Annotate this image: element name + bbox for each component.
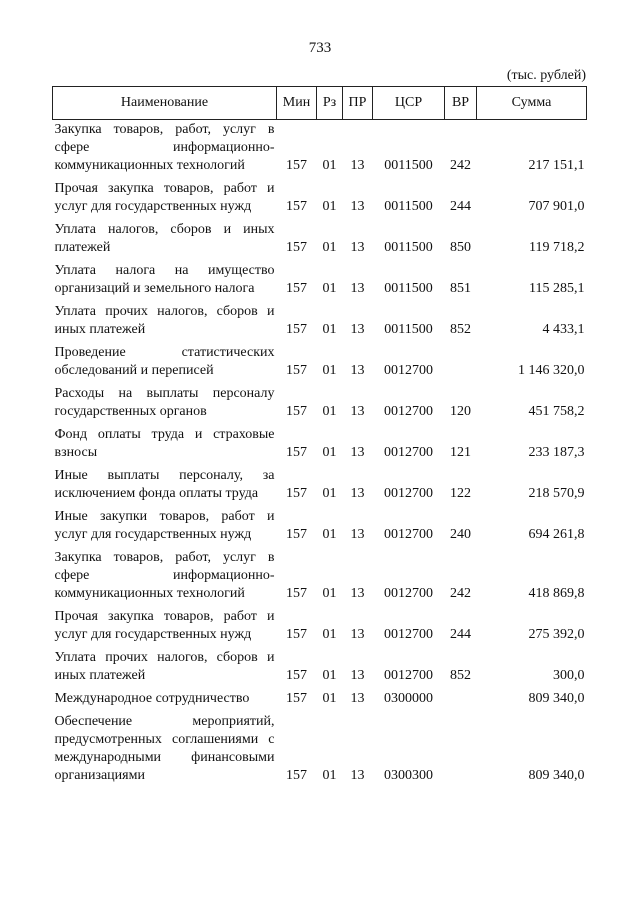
cell-sum: 218 570,9 <box>528 486 585 501</box>
cell-name: Уплата прочих налогов, сборов и иных платежей <box>54 304 275 337</box>
cell-name: Закупка товаров, работ, услуг в сфере информационно-коммуникационных технологий <box>54 550 275 601</box>
cell-csr: 0012700 <box>384 404 433 419</box>
cell-name: Прочая закупка товаров, работ и услуг для государственных нужд <box>54 609 275 642</box>
cell-vr: 244 <box>450 199 471 214</box>
table-row <box>53 607 587 648</box>
cell-pr: 13 <box>350 404 365 419</box>
cell-rz: 01 <box>322 668 337 683</box>
cell-pr: 13 <box>350 240 365 255</box>
cell-name: Уплата прочих налогов, сборов и иных платежей <box>54 650 275 683</box>
table-row <box>53 466 587 507</box>
cell-sum: 809 340,0 <box>528 691 585 706</box>
cell-name: Проведение статистических обследований и переписей <box>54 345 275 378</box>
cell-csr: 0011500 <box>384 281 433 296</box>
cell-pr: 13 <box>350 486 365 501</box>
cell-pr: 13 <box>350 691 365 706</box>
cell-name: Закупка товаров, работ, услуг в сфере информационно-коммуникационных технологий <box>54 122 275 173</box>
cell-sum: 451 758,2 <box>528 404 585 419</box>
header-rz: Рз <box>317 87 343 120</box>
cell-name: Уплата налогов, сборов и иных платежей <box>54 222 275 255</box>
cell-sum: 217 151,1 <box>528 158 585 173</box>
cell-min: 157 <box>286 322 307 337</box>
table-row <box>53 179 587 220</box>
cell-min: 157 <box>286 691 307 706</box>
cell-csr: 0011500 <box>384 322 433 337</box>
cell-vr <box>445 689 477 712</box>
cell-pr: 13 <box>350 445 365 460</box>
cell-pr: 13 <box>350 527 365 542</box>
cell-pr: 13 <box>350 363 365 378</box>
table-row <box>53 507 587 548</box>
cell-vr <box>445 343 477 384</box>
table-body <box>53 120 587 790</box>
table-row <box>53 220 587 261</box>
cell-vr: 120 <box>450 404 471 419</box>
cell-csr: 0300000 <box>384 691 433 706</box>
cell-pr: 13 <box>350 199 365 214</box>
cell-rz: 01 <box>322 363 337 378</box>
cell-rz: 01 <box>322 322 337 337</box>
cell-name: Фонд оплаты труда и страховые взносы <box>54 427 275 460</box>
cell-rz: 01 <box>322 281 337 296</box>
units-note: (тыс. рублей) <box>506 68 586 83</box>
cell-vr: 852 <box>450 668 471 683</box>
cell-sum: 300,0 <box>553 668 585 683</box>
budget-table <box>52 86 587 789</box>
header-csr: ЦСР <box>373 87 445 120</box>
cell-min: 157 <box>286 768 307 783</box>
cell-rz: 01 <box>322 527 337 542</box>
table-row <box>53 384 587 425</box>
cell-sum: 4 433,1 <box>542 322 585 337</box>
cell-min: 157 <box>286 363 307 378</box>
cell-name: Иные закупки товаров, работ и услуг для государственных нужд <box>54 509 275 542</box>
header-pr: ПР <box>343 87 373 120</box>
cell-rz: 01 <box>322 404 337 419</box>
header-min: Мин <box>277 87 317 120</box>
cell-sum: 694 261,8 <box>528 527 585 542</box>
cell-vr: 850 <box>450 240 471 255</box>
table-row <box>53 425 587 466</box>
cell-vr <box>445 712 477 789</box>
cell-rz: 01 <box>322 768 337 783</box>
cell-sum: 707 901,0 <box>528 199 585 214</box>
table-row <box>53 712 587 789</box>
cell-rz: 01 <box>322 691 337 706</box>
table-row <box>53 548 587 607</box>
cell-pr: 13 <box>350 768 365 783</box>
cell-min: 157 <box>286 486 307 501</box>
cell-pr: 13 <box>350 281 365 296</box>
cell-sum: 809 340,0 <box>528 768 585 783</box>
cell-csr: 0012700 <box>384 445 433 460</box>
header-vr: ВР <box>445 87 477 120</box>
cell-sum: 119 718,2 <box>529 240 585 255</box>
cell-csr: 0011500 <box>384 199 433 214</box>
cell-pr: 13 <box>350 322 365 337</box>
cell-min: 157 <box>286 158 307 173</box>
cell-min: 157 <box>286 668 307 683</box>
cell-csr: 0012700 <box>384 668 433 683</box>
cell-csr: 0012700 <box>384 363 433 378</box>
cell-rz: 01 <box>322 240 337 255</box>
cell-rz: 01 <box>322 586 337 601</box>
cell-min: 157 <box>286 586 307 601</box>
cell-rz: 01 <box>322 158 337 173</box>
cell-name: Международное сотрудничество <box>54 691 250 706</box>
cell-sum: 1 146 320,0 <box>518 363 585 378</box>
cell-pr: 13 <box>350 586 365 601</box>
table-row <box>53 261 587 302</box>
cell-sum: 115 285,1 <box>529 281 585 296</box>
cell-csr: 0011500 <box>384 158 433 173</box>
cell-min: 157 <box>286 404 307 419</box>
page-number: 733 <box>308 40 332 56</box>
cell-vr: 244 <box>450 627 471 642</box>
cell-vr: 121 <box>450 445 471 460</box>
table-row <box>53 648 587 689</box>
cell-min: 157 <box>286 445 307 460</box>
cell-name: Расходы на выплаты персоналу государственных органов <box>54 386 275 419</box>
table-row <box>53 302 587 343</box>
cell-min: 157 <box>286 627 307 642</box>
cell-name: Прочая закупка товаров, работ и услуг для государственных нужд <box>54 181 275 214</box>
cell-sum: 418 869,8 <box>528 586 585 601</box>
cell-sum: 233 187,3 <box>528 445 585 460</box>
header-name: Наименование <box>53 87 277 120</box>
table-row <box>53 343 587 384</box>
header-sum: Сумма <box>477 87 587 120</box>
cell-pr: 13 <box>350 158 365 173</box>
cell-name: Уплата налога на имущество организаций и земельного налога <box>54 263 275 296</box>
cell-rz: 01 <box>322 445 337 460</box>
cell-rz: 01 <box>322 486 337 501</box>
cell-csr: 0012700 <box>384 527 433 542</box>
cell-csr: 0300300 <box>384 768 433 783</box>
cell-min: 157 <box>286 240 307 255</box>
table-row <box>53 120 587 180</box>
cell-vr: 852 <box>450 322 471 337</box>
cell-csr: 0012700 <box>384 586 433 601</box>
cell-csr: 0012700 <box>384 486 433 501</box>
cell-csr: 0012700 <box>384 627 433 642</box>
cell-name: Иные выплаты персоналу, за исключением фонда оплаты труда <box>54 468 275 501</box>
cell-vr: 242 <box>450 586 471 601</box>
cell-pr: 13 <box>350 627 365 642</box>
cell-name: Обеспечение мероприятий, предусмотренных соглашениями с международными финансовыми организациями <box>54 714 275 783</box>
cell-rz: 01 <box>322 627 337 642</box>
table-header <box>53 87 587 120</box>
cell-pr: 13 <box>350 668 365 683</box>
table-row <box>53 689 587 712</box>
cell-vr: 122 <box>450 486 471 501</box>
cell-vr: 851 <box>450 281 471 296</box>
cell-vr: 242 <box>450 158 471 173</box>
cell-csr: 0011500 <box>384 240 433 255</box>
cell-min: 157 <box>286 527 307 542</box>
cell-sum: 275 392,0 <box>528 627 585 642</box>
cell-rz: 01 <box>322 199 337 214</box>
cell-min: 157 <box>286 281 307 296</box>
cell-min: 157 <box>286 199 307 214</box>
cell-vr: 240 <box>450 527 471 542</box>
